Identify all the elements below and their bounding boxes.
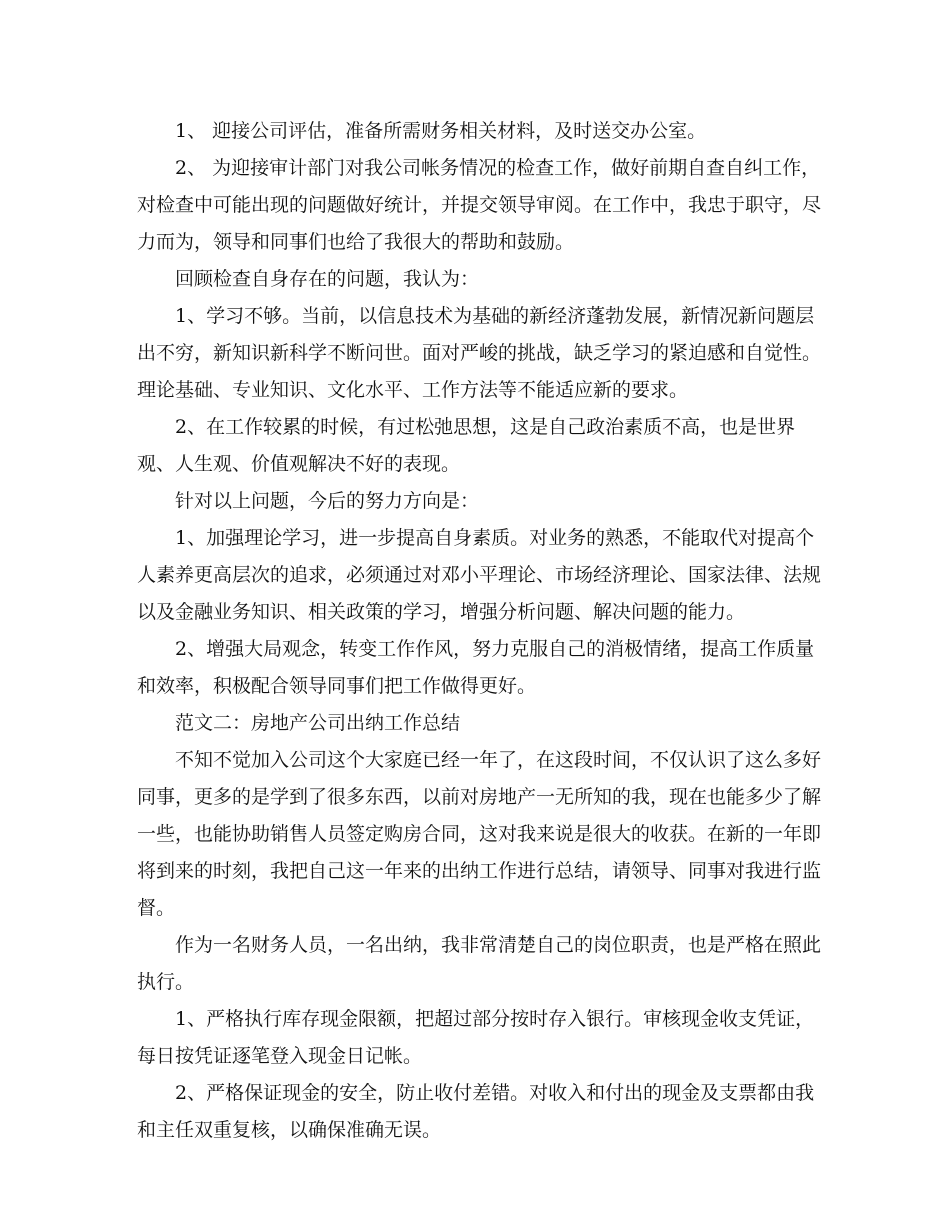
paragraph: 回顾检查自身存在的问题，我认为： [175,268,480,290]
section-heading: 范文二：房地产公司出纳工作总结 [175,712,461,734]
paragraph: 2、 为迎接审计部门对我公司帐务情况的检查工作，做好前期自查自纠工作，对检查中可能出现的问题做好统计，并提交领导审阅。在工作中，我忠于职守，尽力而为，领导和同事们也给了我很大的帮助和鼓励。 [137,157,822,253]
paragraph: 不知不觉加入公司这个大家庭已经一年了，在这段时间，不仅认识了这么多好同事，更多的是学到了很多东西，以前对房地产一无所知的我，现在也能多少了解一些，也能协助销售人员签定购房合同，这对我来说是很大的收获。在新的一年即将到来的时刻，我把自己这一年来的出纳工作进行总结，请领导、同事对我进行监督。 [137,749,822,919]
paragraph: 1、学习不够。当前，以信息技术为基础的新经济蓬勃发展，新情况新问题层出不穷，新知识新科学不断问世。面对严峻的挑战，缺乏学习的紧迫感和自觉性。理论基础、专业知识、文化水平、工作方法等不能适应新的要求。 [137,305,822,401]
paragraph: 2、增强大局观念，转变工作作风，努力克服自己的消极情绪，提高工作质量和效率，积极配合领导同事们把工作做得更好。 [137,638,815,697]
paragraph: 2、严格保证现金的安全，防止收付差错。对收入和付出的现金及支票都由我和主任双重复核，以确保准确无误。 [137,1082,815,1141]
paragraph: 1、加强理论学习，进一步提高自身素质。对业务的熟悉，不能取代对提高个人素养更高层次的追求，必须通过对邓小平理论、市场经济理论、国家法律、法规以及金融业务知识、相关政策的学习，增强分析问题、解决问题的能力。 [137,527,822,623]
paragraph: 2、在工作较累的时候，有过松弛思想，这是自己政治素质不高，也是世界观、人生观、价值观解决不好的表现。 [137,416,796,475]
paragraph: 作为一名财务人员，一名出纳，我非常清楚自己的岗位职责，也是严格在照此执行。 [137,934,822,993]
paragraph: 针对以上问题，今后的努力方向是： [175,490,480,512]
paragraph: 1、 迎接公司评估，准备所需财务相关材料，及时送交办公室。 [175,120,707,142]
document-body [137,113,827,1149]
paragraph: 1、严格执行库存现金限额，把超过部分按时存入银行。审核现金收支凭证，每日按凭证逐笔登入现金日记帐。 [137,1008,815,1067]
